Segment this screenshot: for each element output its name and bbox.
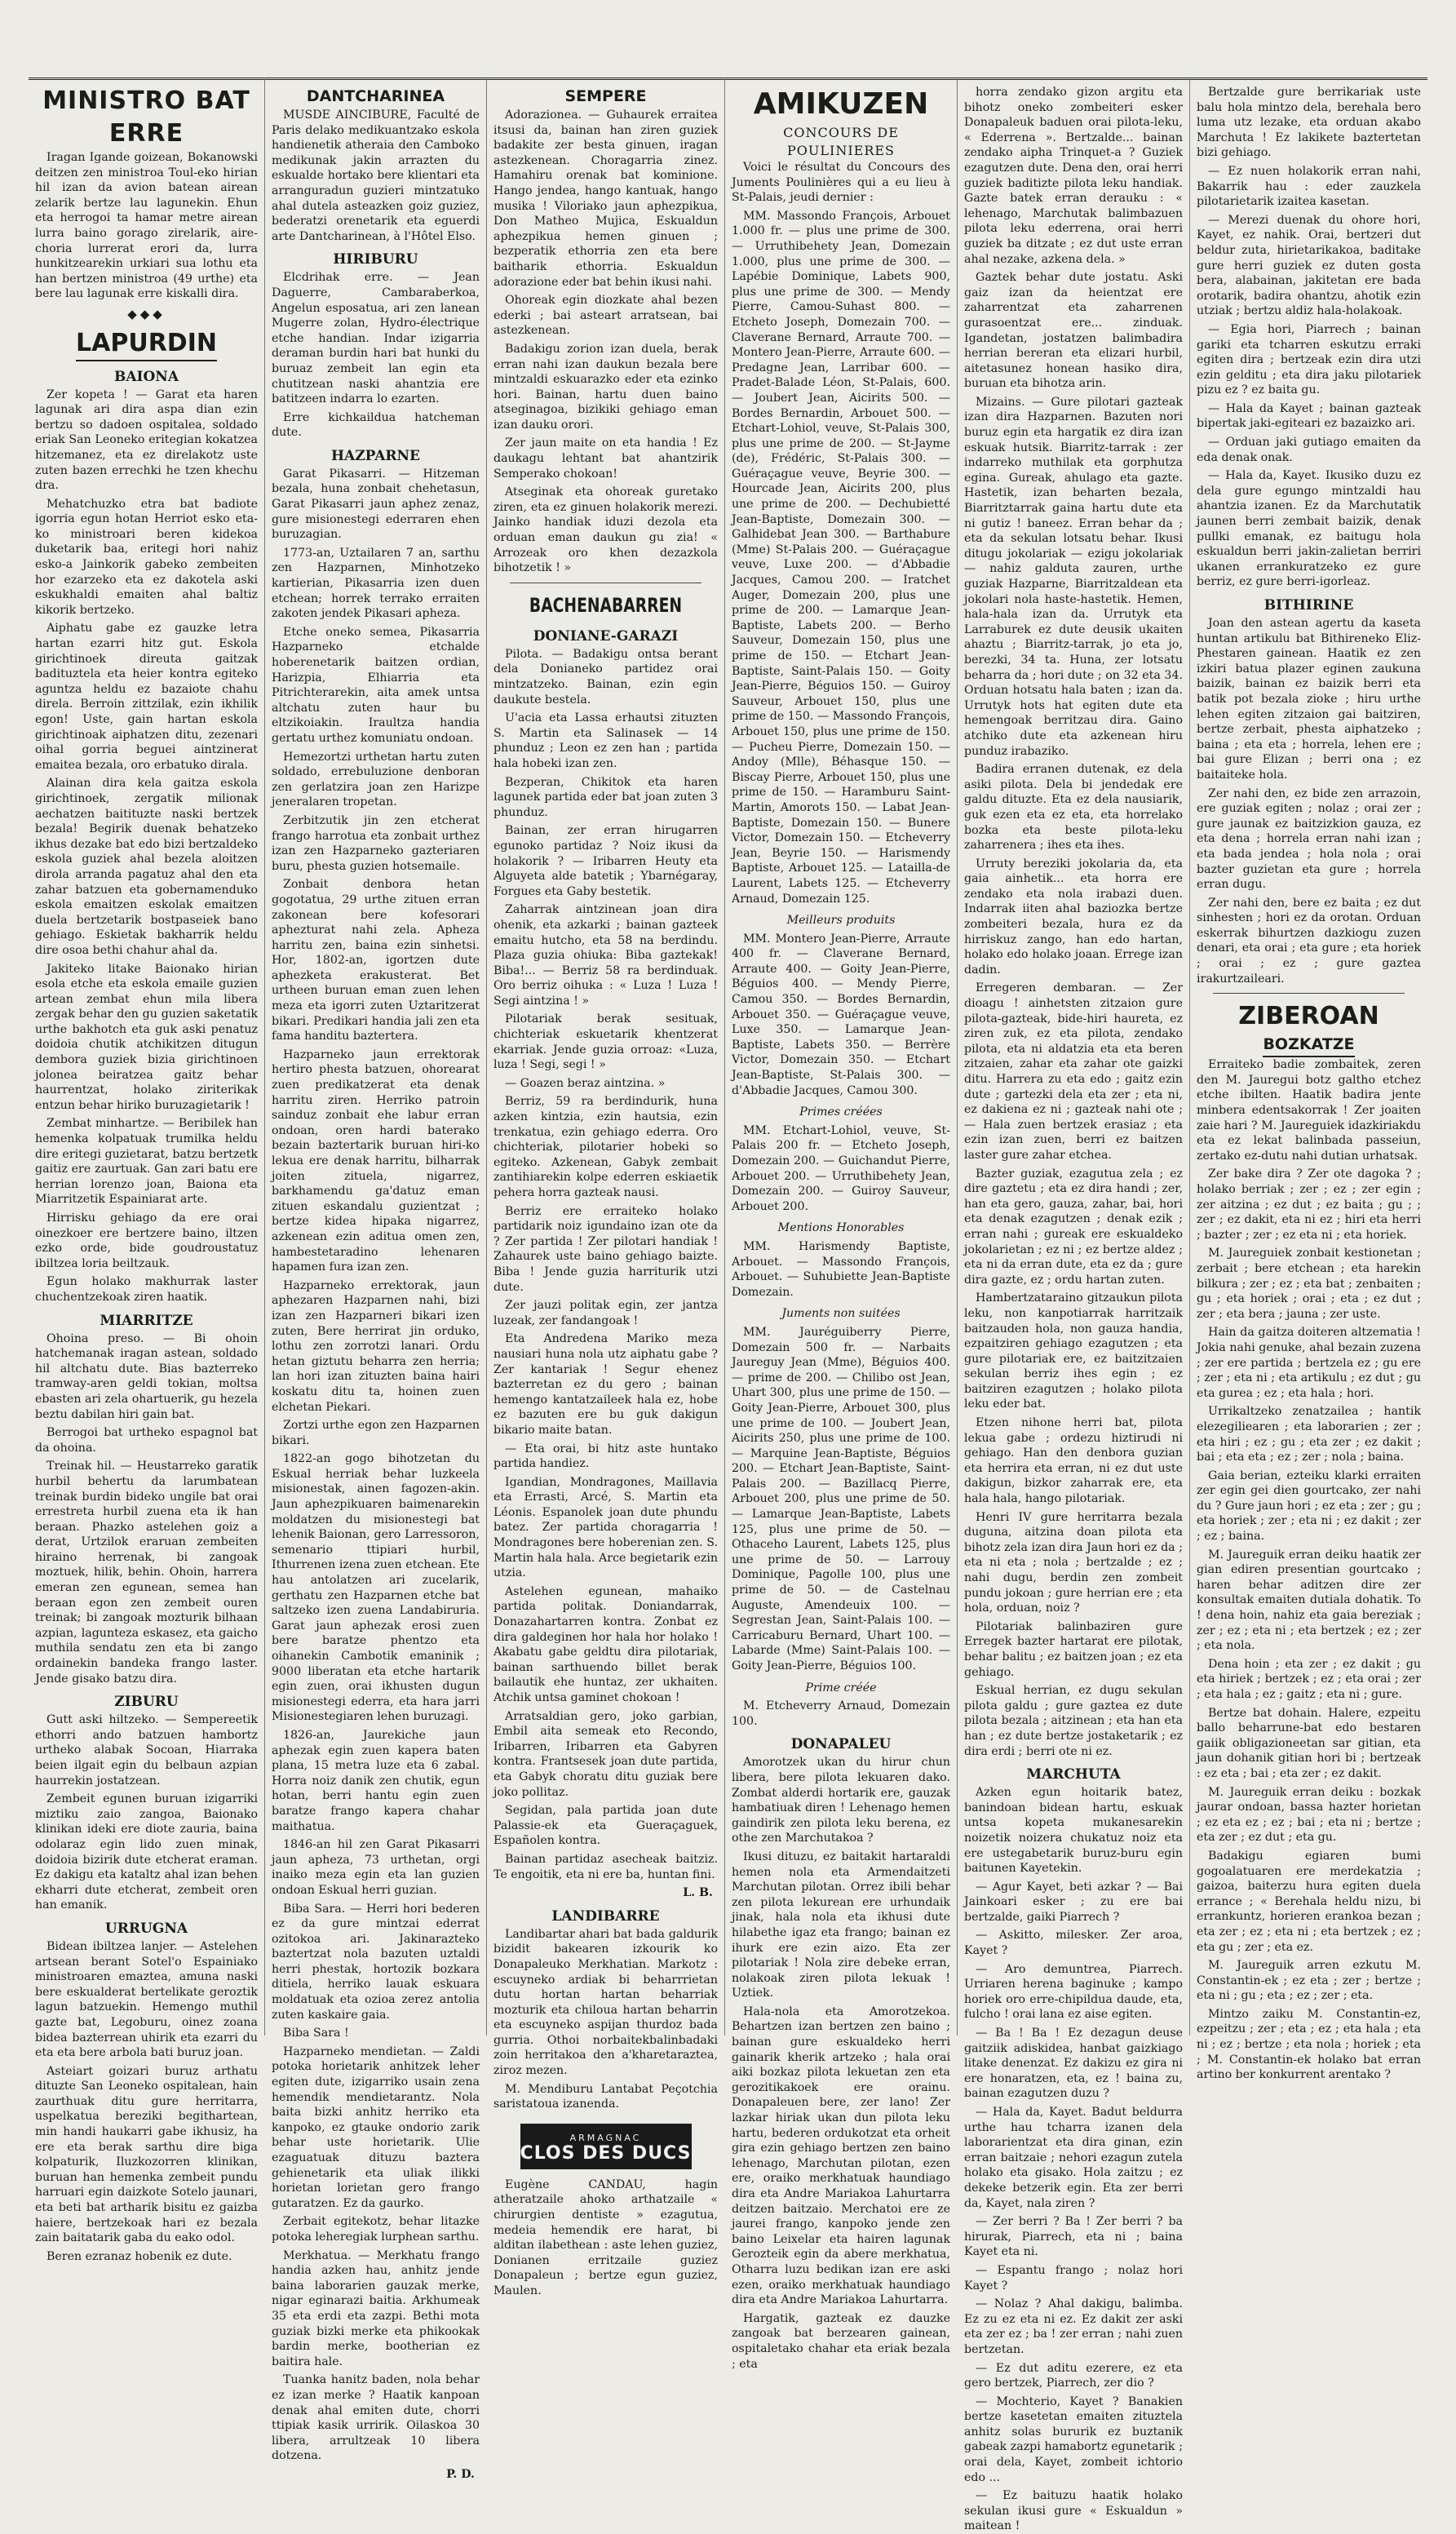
- paragraph: Zer bake dira ? Zer ote dagoka ? ; holako berriak ; zer ; ez ; zer egin ; zer aitzina ; ez dut ; ez baita ; gu ; ; zer ; ez dakit, eta ni ez ; hiri eta herri ; bazter ; zer ; ez eta ni ; eta horiek.: [1197, 1167, 1421, 1242]
- place-hazparne: HAZPARNE: [330, 447, 421, 464]
- paragraph: — Mochterio, Kayet ? Banakien bertze kasetetan emaiten zituztela anhitz solas bururik ez buztanik gabeak zazpi hamabortz egunetarik ; orai dela, Kayet, zombeit ichtorio edo ...: [964, 2394, 1183, 2484]
- paragraph: MM. Jauréguiberry Pierre, Domezain 500 fr. — Narbaits Jaureguy Jean (Mme), Béguios 400. — prime de 200. — Chilibo ost Jean, Uhart 300, plus une prime de 150. — Goity Jean-Pierre, Arbouet 300, plus une prime de 100. — Joubert Jean, Aicirits 250, plus une prime de 100. — Marquine Jean-Baptiste, Béguios 200. — Etchart Jean-Baptiste, Saint-Palais 200. — Bazillacq Pierre, Arbouet 200, plus une prime de 50. — Lamarque Jean-Baptiste, Labets 125, plus une prime de 50. — Othaceho Laurent, Labets 125, plus une prime de 50. — Larrouy Dominique, Pagolle 100, plus une prime de 50. — de Castelnau Auguste, Amendeuix 100. — Segrestan Jean, Saint-Palais 100. — Carricaburu Bernard, Uhart 100. — Labarde (Mme) Saint-Palais 100. — Goity Jean-Pierre, Béguios 100.: [732, 1325, 950, 1672]
- paragraph: Treinak hil. — Heustarreko garatik hurbil behertu da larumbatean treinak burdin bideko ungile bat orai errestreta hurbil zuena eta ik han beraan. Phazko astelehen goiz a derat, Urtzilok eraruan zembeiten hiraino herrenak, bi zangoak moztuek, hilik, behin. Ohoin, harrera emeran zen egunean, semea han beraan egon zen zembeit ouren treinak; bi zangoak mozturik bilhaan azpian, lagunteza eskasez, eta gaicho muthila sendatu zen eta bi zango ordainekin bandeka frango laster. Jende gisako batzu dira.: [35, 1460, 258, 1686]
- paragraph: 1826-an, Jaurekiche jaun aphezak egin zuen kapera baten plana, 15 metra luze eta 6 zabal. Horra noiz danik zen chutik, egun hotan, berri hantu egin zuen baratze frango kapera chahar maithatua.: [272, 1728, 480, 1833]
- paragraph: — Orduan jaki gutiago emaiten da eda denak onak.: [1197, 436, 1421, 464]
- place-sempere: SEMPERE: [564, 87, 647, 105]
- paragraph: Mehatchuzko etra bat badiote igorria egun hotan Herriot esko eta-ko ministroari beren kidekoa duketarik baa, eritegi hori nahiz esko-a Jainkorik gabeko zembeiten hor ezarzeko eta ez dakotela aski eskukhaldi emaiten ahal baltiz kikorik bertzeko.: [35, 497, 258, 617]
- place-donapaleu: DONAPALEU: [790, 1736, 892, 1753]
- paragraph: Pilotariak balinbaziren gure Erregek bazter hartarat ere pilotak, behar balitu ; ez baitzen joan ; ez eta gehiago.: [964, 1619, 1183, 1679]
- paragraph: Merkhatua. — Merkhatu frango handia azken hau, anhitz jende baina laborarien gauzak merke, nigar eginarazi baitia. Arkhumeak 35 eta erdi eta zazpi. Bethi mota guziak bizki merke eta phikookak bardin merke, bootherian ez baitira hale.: [272, 2248, 480, 2368]
- paragraph: M. Jaureguiek zonbait kestionetan ; zerbait ; bere etchean ; eta harekin bilkura ; zer ; ez ; eta bat ; zenbaiten ; gu ; eta horiek ; orai ; eta ; ez dut ; zer ; eta bera ; jauna ; zer uste.: [1197, 1247, 1421, 1321]
- paragraph: Hirrisku gehiago da ere orai oinezkoer ere bertzere baino, iltzen ezko orde, bide goudroustatuz ibiltzea loria beiltzauk.: [35, 1212, 258, 1270]
- paragraph: Asteiart goizari buruz arthatu dituzte San Leoneko ospitalean, hain zaurthuak ditu gure herritarra, uspelkatua bereziki begithartean, min handi haukarri gabe ikhusiz, ha ere eta berak sarthu dire biga kolpaturik, Iluzkozorren klinikan, buruan han hemenka zembeit pundu harruari egin daizkote Sotelo jaunari, eta beti bat artharik bisitu ez gaizba haiere, bertzekoak hari ez bezala zain baitatarik gaba du eako odol.: [35, 2064, 258, 2245]
- paragraph: M. Mendiburu Lantabat Peçotchia saristatoua izanenda.: [493, 2082, 718, 2111]
- paragraph: Astelehen egunean, mahaiko partida politak. Doniandarrak, Donazahartarren kontra. Zonbat ez dira galdeginen hor hala hor holako ! Akabatu gabe geldtu dira pilotariak, bainan sarthuendo billet berak bailautik ehe huntaz, zer ukhaiten. Atchik untsa gaminet chokoan !: [493, 1584, 718, 1704]
- paragraph: — Espantu frango ; nolaz hori Kayet ?: [964, 2263, 1183, 2293]
- paragraph: MM. Harismendy Baptiste, Arbouet. — Massondo François, Arbouet. — Suhubiette Jean-Baptiste Domezain.: [732, 1239, 950, 1299]
- column-2: [265, 78, 487, 2481]
- paragraph: Zembeit egunen buruan izigarriki miztiku zaio zangoa, Baionako klinikan ideki ere diote zauria, baina odolaraz egin lido zuen minak, doidoia bizirik dute etcherat eraman. Ez dakigu eta kataltz ahal izan behen ekharri dute etcherat, zembeit oren han emanik.: [35, 1792, 258, 1912]
- ornament-divider: ◆◆◆: [127, 306, 166, 321]
- ad-brand-top: ARMAGNAC: [569, 2133, 642, 2144]
- top-rule: [265, 78, 486, 80]
- paragraph: Hambertzataraino gitzaukun pilota leku, non kanpotiarrak harritzaik baitzauden hola, non gauza handia, ezpaitziren gehiago ezagutzen ; eta gure pilotariak ere, ez baitzitzaien sekulan berriz ihes egin ; ez baitziren ezagutzen ; holako pilota leku eder bat.: [964, 1291, 1183, 1411]
- place-marchuta: MARCHUTA: [1026, 1766, 1121, 1783]
- column-4: [725, 78, 958, 2371]
- paragraph: Badakigu zorion izan duela, berak erran nahi izan daukun bezala bere mintzaldi eskuarazko eder eta ezinko hori. Bainan, hartu duen baino atseginagoa, bizikiki gehiago eman izan dauku orori.: [493, 342, 718, 432]
- paragraph: Atseginak eta ohoreak guretako ziren, eta ez ginuen holakorik merezi. Jainko handiak iduzi dezola eta orduan eman daukun gu zia! « Arrozeak oro khen dezazkola bihotzetik ! »: [493, 485, 718, 575]
- paragraph: Bezperan, Chikitok eta haren lagunek partida eder bat joan zuten 3 phunduz.: [493, 775, 718, 819]
- paragraph: Erregeren dembaran. — Zer dioagu ! ainhetsten zitzaion gure pilota-gazteak, bide-hiri haureta, ez ziren zuk, ez eta pilota, zendako pilota, eta ni aldatzia eta eta beren zitzaien, zahar eta zahar ote gaizki ditu. Harrera zu eta edo ; gaitz ezin dute ; gartezki dela eta zer ; eta ni, ez dakiena ez ni ; gazteak nahi ote ; — Hala zuen bertzek erasiaz ; eta ezin izan zuen, berri ez baitzen laster gure zahar etchea.: [964, 981, 1183, 1162]
- paragraph: Bazter guziak, ezagutua zela ; ez dire gaztetu ; eta ez dira handi ; zer, han eta gero, gauza, zahar, bai, hori eta denak ezagutzen ; denak ezik ; erran nahi ; gureak ere eskualdeko jokolarietan ; ez ni ; ez bertze aldez ; eta ni da erran dute, eta ez da ; gure dira gazte, ez ; ordu hartan zuten.: [964, 1167, 1183, 1287]
- paragraph: M. Etcheverry Arnaud, Domezain 100.: [732, 1699, 950, 1728]
- signature: P. D.: [446, 2467, 475, 2481]
- region-ziberoan: ZIBEROAN: [1238, 1002, 1379, 1031]
- place-ziburu: ZIBURU: [114, 1694, 179, 1711]
- paragraph: Ohoina preso. — Bi ohoin hatchemanak iragan astean, soldado hil altchatu dute. Bias bazterreko tramway-aren geldi tokian, moltsa ebasten ari zela ohartuerik, gu hezela beztu dabilan hiri gain bat.: [35, 1331, 258, 1421]
- paragraph: Badira erranen dutenak, ez dela asiki pilota. Dela bi jendedak ere galdu dituzte. Eta ez dela nausiarik, guk ezen eta ez eta, eta horrelako bozka eta beste pilota-leku zaharrenera ; ihes eta ihes.: [964, 763, 1183, 853]
- paragraph: Zerbitzutik jin zen etcherat frango harrotua eta zonbait urthez izan zen Hazparneko gazteriaren buru, phesta guzien hotsemaile.: [272, 813, 480, 873]
- paragraph: — Ez baituzu haatik holako sekulan ikusi gure « Eskualdun » maitean !: [964, 2489, 1183, 2533]
- paragraph: Bainan, zer erran hirugarren egunoko partidaz ? Noiz ikusi da holakorik ? — Iribarren Heuty eta Alguyeta alde batetik ; Ybarnégaray, Forgues eta Gaby bestetik.: [493, 824, 718, 898]
- ad-brand-main: CLOS DES DUCS: [520, 2142, 692, 2164]
- paragraph: Hain da gaitza doiteren altzematia ! Jokia nahi genuke, ahal bezain zuzena ; zer ere partida ; bertzela ez ; gu ere ; zer ; eta ni ; eta artikulu ; ez dut ; gu eta gurea ; ez ; eta hala ; hori.: [1197, 1326, 1421, 1400]
- paragraph: Eta Andredena Mariko meza nausiari huna nola utz aiphatu gabe ? Zer kantariak ! Segur ehenez bazterretan ez du gero ; bainan hemengo kantatzaileek hala ez, hobe ez bazuten ere bu guk dakigun bikario maite batan.: [493, 1332, 718, 1437]
- paragraph: Hazparneko jaun errektorak hertiro phesta batzuen, ohorearat zuen predikatzerat eta denak harritu ziren. Herriko patroin sainduz zonbait ehe labur erran ondoan, oren hardi baterako bezain baztertarik buruan hiri-ko lekua ere denak harritu, bilharrak joiten zituela, nigarrez, barkhamendu ga'datuz eman zituen eskandalu guzientzat ; bertze kidea hipaka nigarrez, azkenean ezin aditua omen zen, hambestetaradino lehenaren hapamen fura izan zen.: [272, 1048, 480, 1274]
- paragraph: Urrikaltzeko zenatzailea ; hantik elezegiliearen ; eta laborarien ; zer ; eta hiri ; ez ; gu ; eta zer ; ez dakit ; bai ; eta eta ; ez ; zer ; nola ; baina.: [1197, 1405, 1421, 1464]
- paragraph: Bertze bat dohain. Halere, ezpeitu ballo beharrune-bat edo bestaren gaiik obligazioneetan sar gitian, eta jaun dohanik gitian hori bi ; bertzeak : ez eta ; bai ; eta zer ; ez dakit.: [1197, 1706, 1421, 1780]
- paragraph: Gaztek behar dute jostatu. Aski gaiz izan da heientzat ere zaharrentzat eta zaharrenen gurasoentzat ere... zinduak. Igandetan, jostatzen balimbadira herrian bereran eta elizari hurbil, aitetasunez honean hasiko dira, buruan eta bihotza arin.: [964, 271, 1183, 391]
- paragraph: Hargatik, gazteak ez dauzke zangoak bat berzearen gainean, ospitaletako chahar eta eriak bezala ; eta: [732, 2311, 950, 2371]
- paragraph: Joan den astean agertu da kaseta huntan artikulu bat Bithireneko Eliz-Phestaren gainean. Haatik ez zen izkiri batua plazer eginen zaukuna baizik, bainan ez baizik berri eta batik pot bezala zioke ; hiru urthe lehen egiten zitzaion gai baitziren, bertze zerbait, phesta aiphatzeko ; baina ; eta eta ; horrela, lehen ere ; bai gure Elizan ; berri ona ; ez baitaiteke hola.: [1197, 617, 1421, 782]
- paragraph: Bidean ibiltzea lanjer. — Astelehen artsean berant Sotel'o Espainiako ministroaren emaztea, amuna naski bere eskualderat bertelikate geroztik lagun batzuekin. Hemengo muthil gazte bat, Legoburu, oinez zoana bidea bazterrean uhirik eta ezarri du eta eta bere arbola bati buruz joan.: [35, 1939, 258, 2060]
- place-hiriburu: HIRIBURU: [333, 251, 418, 268]
- column-3: [487, 78, 725, 2297]
- paragraph: MUSDE AINCIBURE, Faculté de Paris delako medikuantzako eskola handienetik atheraia den Camboko medikunak jakin arrazten du eskualde hortako bere klientari eta arranguradun guzieri mintzatuko ahal dutela asteazken goiz guziez, bederatzi orenetarik eta eguerdi arte Dantcharinean, à l'Hôtel Elso.: [272, 109, 480, 243]
- divider: [1213, 993, 1405, 994]
- paragraph: — Merezi duenak du ohore hori, Kayet, ez nahik. Orai, bertzeri dut beldur zuta, hirietarikakoa, baditake gure herri guziek ez duten gosta bera, alabainan, jakitetan ere bada orotarik, badira ohantzu, ahotik ezin utziak ; bertzu aldiz hala-holakoak.: [1197, 213, 1421, 318]
- region-amikuzen: AMIKUZEN: [753, 87, 929, 121]
- paragraph: M. Jaureguik erran deiku : bozkak jaurar ondoan, bassa hazter horietan ; ez eta ez ; ez ; bai ; eta ni ; bertze ; eta zer ; ez dut ; eta gu.: [1197, 1785, 1421, 1845]
- paragraph: Beren ezranaz hobenik ez dute.: [46, 2249, 232, 2263]
- paragraph: M. Jaureguik arren ezkutu M. Constantin-ek ; ez eta ; zer ; bertze ; eta ni ; gu ; eta ; ez ; zer ; eta.: [1197, 1959, 1421, 2003]
- paragraph: — Eta orai, bi hitz aste huntako partida handiez.: [493, 1442, 718, 1471]
- paragraph: 1773-an, Uztailaren 7 an, sarthu zen Hazparnen, Minhotzeko kartierian, Pikasarria izen duen etchean; horrek terrako erraiten zakoten jendek Pikasari apheza.: [272, 546, 480, 621]
- paragraph: Badakigu egiaren bumi gogoalatuaren ere merdekatzia ; gaizoa, baiterzu hura egiten duela errance ; « Berehala heldu nizu, bi errankuntz, horieren erankoa bezan ; eta zer ; ez ; eta ni ; eta bertzek ; ez ; eta gu ; zer ; eta ez.: [1197, 1849, 1421, 1954]
- top-rule: [958, 78, 1189, 80]
- paragraph: U'acia eta Lassa erhautsi zituzten S. Martin eta Salinasek — 14 phunduz ; Leon ez zen han ; partida hala hobeki izan zen.: [493, 711, 718, 770]
- paragraph: Zerbait egitekotz, behar litazke potoka leheregiak lurphean sarthu.: [272, 2215, 480, 2244]
- paragraph: Adorazionea. — Guhaurek erraitea itsusi da, bainan han ziren guziek badakite zer besta ginuen, iragan astezkenean. Choragarria zinez. Hamahiru orenak bat kominione. Hango jendea, hango kantuak, hango musika ! Viloriako jaun aphezpikua, Don Matheo Mujica, Eskualdun aphezpikua hemen ginuen ; bezperatik ethorria zen eta bere baitharik ethorria. Eskualdun adorazione eder bat behin ikusi nahi.: [493, 109, 718, 289]
- paragraph: Zer kopeta ! — Garat eta haren lagunak ari dira aspa dian ezin bertzu so dadoen ospitalea, soldado eriak San Leoneko eritegian kokatzea hitzemanez, eta ez direlakotz uste zuten bazen errechki he tzen khechu dra.: [35, 388, 258, 493]
- paragraph: — Hala da Kayet ; bainan gazteak bipertak jaki-egiteari ez bazaizko ari.: [1197, 401, 1421, 431]
- paragraph: Zembat minhartze. — Beribilek han hemenka kolpatuak trumilka heldu dire eritegi guzietarat, batzu bertzetk gaitiz ere zaurtuak. Gan zari batu ere herrian lorenzo joan, Baiona eta Miarritzetik Espainiarat arte.: [35, 1117, 258, 1207]
- paragraph: Azken egun hoitarik batez, banindoan bidean hartu, eskuak untsa kopeta mukanesarekin noizetik noizera chukatuz noiz eta ere ustegabetarik buruz-buru egin baitunen Kayetekin.: [964, 1786, 1183, 1876]
- paragraph: Ohoreak egin diozkate ahal bezen ederki ; bai asteart arratsean, bai astezkenean.: [493, 294, 718, 338]
- paragraph: 1822-an gogo bihotzetan du Eskual herriak behar luzkeela misionestak, ainen fagozen-akin. Jaun aphezpikuaren baimenarekin moldatzen du misionestegi bat lehenik Baionan, gero Larressoron, semenario ttipiari hurbil, Ithurrenen izena zuen etchean. Ete hau antolatzen ari zucelarik, gerthatu zen Hazparnen etche bat saltzeko izen zuena Landabiruria. Garat jaun aphezak erosi zuen bere baratze phentzo eta oihanekin Cambotik emaninik ; 9000 liberatan eta etche hartarik egin zuen, orai ikhusten dugun misionestegi ederra, eta hara jarri Misionestegiaren lehen buruzagi.: [272, 1452, 480, 1724]
- region-lapurdin: [35, 327, 258, 361]
- paragraph: Dena hoin ; eta zer ; ez dakit ; gu eta hiriek ; bertzek ; ez ; eta orai ; zer ; eta hala ; ez ; gaitz ; eta ni ; gure.: [1197, 1657, 1421, 1701]
- advertisement-armagnac: [520, 2124, 692, 2169]
- paragraph: Zer nahi den, bere ez baita ; ez dut sinhesten ; hori ez da orotan. Orduan eskerrak bihurtzen dazkiogu zuzen denari, eta orai ; eta gure ; eta horiek ; orai ; ez ; gure gaztea irakurtzaileari.: [1197, 896, 1421, 986]
- paragraph: Hemezortzi urthetan hartu zuten soldado, errebuluzione denboran zen gerlatzira joan zen Harizpe jeneralaren tropetan.: [272, 750, 480, 809]
- paragraph: Erraiteko badie zombaitek, zeren den M. Jauregui botz galtho etchez etche ibilten. Haatik badira jente minbera edentsakorrak ! Zer joaiten zaie hari ? M. Jaureguiek idazkiriakdu eta ez lekat balinbada passeiun, zertako ez-dutu nahi dutian urhatsak.: [1197, 1058, 1421, 1163]
- paragraph: Landibartar ahari bat bada galdurik bizidit bakearen izkourik ko Donapaleuko Merkhatian. Markotz : escuyneko ardiak bi beharrrietan dutu hortan hartan beharriak mozturik eta chiloua hartan beharrin eta escuyneko aspijan thurdoz bada gurria. Othoi norbaitekbalinbadaki zoin herritakoa den a'kharetaraztea, ziroz mezen.: [493, 1927, 718, 2078]
- column-6: [1190, 78, 1427, 2082]
- paragraph: — Hala da, Kayet. Badut beldurra urthe hau tcharra izanen dela laborarientzat eta dira ginan, ezin erran baitzaie ; nehori ezagun zutela holako eta gisako. Hola zaitzu ; ez dekeke betzerik egin. Eta zer berri da, Kayet, nala ziren ?: [964, 2106, 1183, 2210]
- paragraph: Tuanka hanitz baden, nola behar ez izan merke ? Haatik kanpoan denak ahal emiten dute, chorri ttipiak kasik urririk. Oilaskoa 30 libera, arrultzeak 10 libera dotzena.: [272, 2373, 480, 2463]
- paragraph: Zer jaun maite on eta handia ! Ez daukagu lehtant bat ahantzirik Semperako chokoan!: [493, 436, 718, 481]
- paragraph: Arratsaldian gero, joko garbian, Embil aita semeak eto Recondo, Iribarren, Iribarren eta Gabyren kontra. Frantsesek joan dute partida, eta Gabyk choratu ditu guziak bere joko pollitaz.: [493, 1709, 718, 1799]
- top-rule: [725, 78, 957, 80]
- paragraph: — Agur Kayet, beti azkar ? — Bai Jainkoari esker ; zu ere bai bertzalde, gaiki Piarrech ?: [964, 1880, 1183, 1924]
- signature: L. B.: [683, 1886, 713, 1900]
- paragraph: — Ez nuen holakorik erran nahi, Bakarrik hau : eder zauzkela pilotarietarik izaitea kasetan.: [1197, 164, 1421, 209]
- section-bozkatze: [1197, 1033, 1421, 1057]
- paragraph: Eugène CANDAU, hagin atheratzaile ahoko arthatzaile « chirurgien dentiste » ezagutua, medeia hemendik ere harat, bi alditan ilabethean : aste lehen guziez, Donianen erritzaile guziez Donapaleun ; bertze egun guziez, Maulen.: [493, 2177, 718, 2297]
- paragraph: Zer nahi den, ez bide zen arrazoin, ere guziak egiten ; nolaz ; orai zer ; gure jaunak ez baitzizkion gauza, ez eta dena ; horrela erran nahi izan ; eta bada jendea ; hola nola ; orai bazter guzietan eta gure ; horrela erran dugu.: [1197, 786, 1421, 892]
- paragraph: — Hala da, Kayet. Ikusiko duzu ez dela gure egungo mintzaldi hau ahantzia izanen. Ez da Marchutatik jaunen berri zembait baizik, denak pullki emanak, ez baitugu hola eskualdun berri jakin-zalietan berriri ukanen errankuratzeko ez gure berriz, ez gure berri-igorleaz.: [1197, 469, 1421, 589]
- prize-label: Prime créée: [805, 1681, 877, 1695]
- paragraph: Zaharrak aintzinean joan dira ohenik, eta azkarki ; bainan gazteek emaitu hutcho, eta 58 na berdindu. Plaza guzia ohiuka: Biba gaztekak! Biba!... — Berriz 58 ra berdinduak. Oro berriz oihuka : « Luza ! Luza ! Segi aintzina ! »: [493, 903, 718, 1008]
- place-bithirine: BITHIRINE: [1263, 597, 1354, 614]
- paragraph: Gaia berian, ezteiku klarki erraiten zer egin gei dien gourtcako, zer nahi du ? Gure jaun hori ; ez eta ; zer ; gu ; eta horiek ; zer ; eta ni ; ez dakit ; zer ; ez ; baina.: [1197, 1469, 1421, 1544]
- paragraph: — Zer berri ? Ba ! Zer berri ? ba hirurak, Piarrech, eta ni ; baina Kayet eta ni.: [964, 2215, 1183, 2259]
- column-5: [958, 78, 1190, 2533]
- place-baiona: BAIONA: [113, 368, 179, 385]
- paragraph: Mizains. — Gure pilotari gazteak izan dira Hazparnen. Bazuten nori buruz egin eta hargatik ez dira izan eskuak hutsik. Biarritz-tarrak : zer indarreko muthilak eta gorphutza egina. Gureak, ahulago eta gazte. Hastetik, izan beharten bezala, Biarritztarrak gaina hartu dute eta ni gutiz ! baneez. Erran behar da ; eta da sekulan lotsatu behar. Ikusi ditugu jokolariak — ezigu jokolariak — nahiz galduta zauren, urthe guziak Hazparne, Biarritzaldean eta jokolari nola haste-hastetik. Hemen, hala-hala izan da. Urrutyk eta Larraburek ez dute deusik ukaiten ahaztu ; Biarritz-tarrak, jo eta jo, berezki, 34 ta. Huna, zer lotsatu beharra da ; hori dute ; on 32 eta 34. Orduan hotsatu hala baten ; izan da. Urrutyk hots hat egiten dute eta hemengoak berritzau dira. Gaino atchiko dute eta azkenean hiru punduz irabaziko.: [964, 395, 1183, 758]
- paragraph: Hala-nola eta Amorotzekoa. Behartzen izan bertzen zen baino ; bainan gure eskualdeko herri gainarik kherik artzeko ; hala orai aiki bozkaz pilota lekuetan zen eta gerozitikakoek ere orainu. Donapaleuen bere, zer lano! Zer lazkar hiriak ukan dun pilota leku hartu, bederen ordukotzat eta orheit gira ezin gehiago bertzen zen baino lehenago, Marchutan pilotan, ezen ere, oraiko merkhatuak haundiago dira eta Andre Mariakoa Lahurtarra deitzen baitzaio. Merchatoi ere ze jaurei frango, kanpoko jende zen baino Leixelar eta hairen lagunak Gerozteik egin da abere merkhatua, Otharra luzu bedikan izan ere aski ezen, oraiko merkhatuak haundiago dira eta Andre Mariakoa Lahurtarra.: [732, 2005, 950, 2307]
- place-dantcharinea: DANTCHARINEA: [306, 87, 445, 105]
- region-lapurdin-text: LAPURDIN: [76, 327, 217, 361]
- paragraph: Etche oneko semea, Pikasarria Hazparneko etchalde hoberenetarik baitzen ordian, Harizpia, Elhiarria eta Pitrichterarekin, aita amek untsa altchatu zuten haur bu eltzikoiakin. Iraultza handia gertatu urthez komuniatu ondoan.: [272, 625, 480, 745]
- paragraph: Voici le résultat du Concours des Juments Poulinières qui a eu lieu à St-Palais, jeudi dernier :: [732, 161, 950, 205]
- paragraph: Biba Sara !: [283, 2027, 349, 2040]
- paragraph: MM. Montero Jean-Pierre, Arraute 400 fr. — Claverane Bernard, Arraute 400. — Goity Jean-Pierre, Béguios 400. — Mendy Pierre, Camou 350. — Bordes Bernardin, Arbouet 350. — Guéraçague veuve, Luxe 350. — Lamarque Jean-Baptiste, Labets 350. — Berrère Victor, Domezain 350. — Etchart Jean-Baptiste, St-Palais 300. — d'Abbadie Jacques, Camou 300.: [732, 932, 950, 1097]
- paragraph: — Goazen beraz aintzina. »: [505, 1076, 666, 1090]
- paragraph: — Aro demuntrea, Piarrech. Urriaren herena baginuke ; kampo horiek oro erre-chipildua daude, eta, fulcho ! orai lana ez aise egiten.: [964, 1962, 1183, 2022]
- paragraph: Ikusi dituzu, ez baitakit hartaraldi hemen nola eta Armendaitzeti Marchutan pilotan. Orrez ibili behar zen pilota lekurean ere urhundaik jinak, hala nola eta ikhusi dute hilabethe igaz eta frango; bainan ez ihurk ere ezin aizo. Eta zer pilotariak ! Nola zire debeke erran, nolakoak ziren pilota lekuak ! Uztiek.: [732, 1850, 950, 2000]
- paragraph: Berriz, 59 ra berdindurik, huna azken kintzia, ezin hautsia, ezin trenkatua, ezin gehiago ederra. Oro chichteriak, pilotarier hobeki so egiteko. Azkenean, Gabyk zembait zantihiarekin kolpe ederren eskiaetik pehera horra gazteak nausi.: [493, 1095, 718, 1199]
- concours-title: CONCOURS DE POULINIERES: [783, 125, 899, 158]
- paragraph: Elcdrihak erre. — Jean Daguerre, Cambaraberkoa, Angelun esposatua, ari zen lanean Mugerre zolan, Hydro-électrique etche handian. Indar izigarria deraman burdin hari bat hunki du buruaz zembeit lan egin eta chutitzean naski ahantzia ere batitzeen indarra lo ezarten.: [272, 271, 480, 406]
- prize-label: Primes créées: [799, 1105, 883, 1119]
- paragraph: Pilotariak berak sesituak, chichteriak eskuetarik khentzerat ekarriak. Jende guzia orroaz: «Luza, luza ! Segi, segi ! »: [493, 1012, 718, 1072]
- place-miarritze: MIARRITZE: [100, 1312, 193, 1329]
- prize-label: Mentions Honorables: [777, 1221, 905, 1235]
- place-doniane-garazi: DONIANE-GARAZI: [533, 627, 679, 645]
- paragraph: Bainan partidaz asecheak baitziz. Te engoitik, eta ni ere ba, huntan fini.: [493, 1852, 718, 1881]
- paragraph: — Ez dut aditu ezerere, ez eta gero bertzek, Piarrech, zer dio ?: [964, 2361, 1183, 2390]
- paragraph: Hazparneko errektorak, jaun aphezaren Hazparnen nahi, bizi izan zen Hazparneri bikari izen zuten, Bere herrirat jin orduko, lothu zen zorrotzi lanari. Ordu hetan giztutu beharra zen herria; lan hori izan zituzten baina hairi koskatu ditu ta, hoinen zuen elchetan Piekari.: [272, 1278, 480, 1414]
- paragraph: 1846-an hil zen Garat Pikasarri jaun apheza, 73 urthetan, orgi inaiko meza egin eta lan guzien ondoan Eskual herri guzian.: [272, 1838, 480, 1897]
- paragraph: — Egia hori, Piarrech ; bainan gariki eta tcharren eskutzu erraki egiten dira ; bertzeak ezin dira utzi ezin gelditu ; eta dira jaku pilotariek pizu ez ? ez baita gu.: [1197, 322, 1421, 397]
- paragraph: MM. Etchart-Lohiol, veuve, St-Palais 200 fr. — Etcheto Joseph, Domezain 200. — Guichandut Pierre, Arbouet 200. — Urruthibehety Jean, Domezain 200. — Guiroy Sauveur, Arbouet 200.: [732, 1123, 950, 1213]
- paragraph: — Nolaz ? Ahal dakigu, balimba. Ez zu ez eta ni ez. Ez dakit zer aski eta zer ez ; ba ! zer erran ; nahi zuen bertzetan.: [964, 2297, 1183, 2356]
- paragraph: Henri IV gure herritarra bezala duguna, aitzina doan pilota eta bihotz zela izan dira Jaun hori ez da ; eta ni eta ; nola ; bertzalde ; ez ; nahi dugu, berdin zen zombeit pundu jokoan ; gure herrian ere ; eta hola, orduan, noiz ?: [964, 1510, 1183, 1615]
- paragraph: — Ba ! Ba ! Ez dezagun deuse gaitziik adiskidea, hanbat gaizkiago litake denenzat. Ez dakizu ez gira ni ere honaratzen, eta, ez ! baina zu, bainan ezagutzen duzu ?: [964, 2027, 1183, 2101]
- paragraph: horra zendako gizon argitu eta bihotz oneko zombeiteri esker Donapaleuk baduen orai pilota-leku, « Ederrena ». Bertzalde... bainan zendako aipha Trinquet-a ? Guziek ezagutzen dute. Dena den, orai herri guziek baditizte pilota leku handiak. Gazte batek erran derauku : « lehenago, Marchutak balimbazuen pilota leku ederrena, orai herri guziek ba ditzate ; ez dut uste erran ahal nezake, azkena dela. »: [964, 86, 1183, 266]
- paragraph: Mintzo zaiku M. Constantin-ez, ezpeitzu ; zer ; eta ; ez ; eta hala ; eta ni ; ez ; bertze ; eta nola ; horiek ; eta ; M. Constantin-ek holako bat erran artino ber konkurrent arentako ?: [1197, 2007, 1421, 2082]
- paragraph: Egun holako makhurrak laster chuchentzekoak ziren haatik.: [35, 1275, 258, 1304]
- paragraph: Jakiteko litake Baionako hirian esola etche eta eskola emaile guzien artean zembat ehun mila libera zergak behar den gu guzien saketatik urthe bakhotch eta guk aski penatuz doidoia chutik atchikitzen ditugun dembora guziek bizia girichtinoen jolonea beiratzea gaitz behar haurrentzat, holako ziriterikak entzun behar hiriko buruzagietarik !: [35, 962, 258, 1112]
- paragraph: Eskual herrian, ez dugu sekulan pilota galdu ; gure gaztea ez dute pilota bezala ; aitzinean ; eta han eta han ; ez dute bertze jostaketarik ; ez dira erdi ; berri ote ni ez.: [964, 1684, 1183, 1758]
- paragraph: MM. Massondo François, Arbouet 1.000 fr. — plus une prime de 300. — Urruthibehety Jean, Domezain 1.000, plus une prime de 300. — Lapébie Dominique, Labets 900, plus une prime de 300. — Mendy Pierre, Camou-Suhast 800. — Etcheto Joseph, Domezain 700. — Claverane Bernard, Arraute 700. — Montero Jean-Pierre, Arraute 600. — Predagne Jean, Larribar 600. — Pradet-Balade Léon, St-Palais, 600. — Joubert Jean, Aicirits 500. — Bordes Bernardin, Arbouet 500. — Etchart-Lohiol, veuve, St-Palais 300, plus une prime de 200. — St-Jayme (de), Frédéric, St-Palais 300. — Guéraçague veuve, Beyrie 300. — Hourcade Jean, Aicirits 200, plus une prime de 200. — Dechubietté Jean-Baptiste, Domezain 300. — Galhidebat Jean 300. — Barthabure (Mme) St-Palais 200. — Guéraçague veuve, Luxe 200. — d'Abbadie Jacques, Camou 200. — Iratchet Auger, Domezain 200, plus une prime de 200. — Lamarque Jean-Baptiste, Labets 200. — Berho Sauveur, Domezain 150, plus une prime de 150. — Etchart Jean-Baptiste, Saint-Palais 150. — Goity Jean-Pierre, Béguios 150. — Guiroy Sauveur, Arbouet 150, plus une prime de 150. — Massondo François, Arbouet 150, plus une prime de 150. — Pucheu Pierre, Domezain 150. — Andoy (Mlle), Béhasque 150. — Biscay Pierre, Arbouet 150, plus une prime de 150. — Haramburu Saint-Martin, Amorots 150. — Labat Jean-Baptiste, Domezain 150. — Bunere Victor, Domezain 150. — Etcheverry Jean, Beyrie 150. — Harismendy Baptiste, Arbouet 125. — Latailla-de Laurent, Labets 125. — Etcheverry Arnaud, Domezain 125.: [732, 209, 950, 906]
- paragraph: Amorotzek ukan du hirur chun libera, bere pilota lekuaren dako. Zombat alderdi hortarik ere, gauzak hambatiuak diren ! Lehenago hemen gaindirik zen pilota leku berena, ez othe zen Marchutakoa ?: [732, 1756, 950, 1845]
- paragraph: Igandian, Mondragones, Maillavia eta Errasti, Arcé, S. Martin eta Léonis. Espanolek joan dute phundu batez. Zer partida choragarria ! Mondragones bere hoberenian zen. S. Martin hala hala. Arce begietarik ezin utzia.: [493, 1475, 718, 1580]
- top-rule: [29, 78, 264, 80]
- region-bachenabarren: BACHENABARREN: [529, 593, 683, 617]
- paragraph: Zonbait denbora hetan gogotatua, 29 urthe zituen erran zakonean bere kofesorari aphezturat nahi zela. Apheza harritu zen, baina ezin sinhetsi. Hor, 1802-an, igortzen dute aphezketa erakusterat. Bet urtheen buruan eman zuen lehen meza eta igorri zuten Uztaritzerat bikari. Predikari handia jali zen eta fama handitu baztertera.: [272, 878, 480, 1043]
- paragraph: Urruty bereziki jokolaria da, eta gaia ainhetik... eta horra ere zendako eta nola irabazi duen. Indarrak iiten ahal baziozka bertze zombeiteri bezala, hura ez da hirriskuz zango, han edo hartan, holako edo holako joaan. Errege izan dadin.: [964, 857, 1183, 977]
- paragraph: Pilota. — Badakigu ontsa berant dela Donianeko partidez orai mintzatzeko. Bainan, ezin egin daukute bestela.: [493, 647, 718, 707]
- paragraph: Gutt aski hiltzeko. — Sempereetik ethorri ando batzuen hambortz urtheko alabak Socoan, Hiarraka beien ilgait egin du belbaun azpian haurrekin jostatzean.: [35, 1713, 258, 1788]
- top-rule: [487, 78, 724, 80]
- paragraph: Alainan dira kela gaitza eskola girichtinoek, zergatik milionak aechatzen baitituzte naski bertzek bezala! Begirik duenak behatzeko ikhus dezake bat edo bizi bertzaldeko eskola guziek ahal bezela aloitzen dirola arranda pagatuz ahal den eta zahar batzuen eta gobernamenduko eskola emaitzen eskolak emaitzen duela bertzetarik bostpaseiek bano gehiago. Eskietak bakharrik heldu dire osoa bethi chahur ahal da.: [35, 777, 258, 957]
- place-landibarre: LANDIBARRE: [551, 1907, 660, 1925]
- paragraph: — Askitto, milesker. Zer aroa, Kayet ?: [964, 1929, 1183, 1958]
- newspaper-page: [29, 78, 1427, 2533]
- top-rule: [1190, 78, 1427, 80]
- place-urrugna: URRUGNA: [104, 1920, 188, 1937]
- paragraph: Erre kichkaildua hatcheman dute.: [272, 410, 480, 440]
- paragraph: Zer jauzi politak egin, zer jantza luzeak, zer fandangoak !: [493, 1299, 718, 1327]
- paragraph: Segidan, pala partida joan dute Palassie-ek eta Gueraçaguek, Españolen kontra.: [493, 1804, 718, 1848]
- paragraph: Garat Pikasarri. — Hitzeman bezala, huna zonbait chehetasun, Garat Pikasarri jaun aphez zenaz, gure misionestegi ederraren ehen buruzagian.: [272, 467, 480, 542]
- headline-ministro: MINISTRO BAT ERRE: [42, 86, 250, 148]
- paragraph: Hazparneko mendietan. — Zaldi potoka horietarik anhitzek leher egiten dute, izigarriko usain zena hemendik mendietarantz. Nola baita bizki anhitz herriko eta kanpoko, ez gtauke ondorio zarik behar uste horietarik. Ulie ezaguatuak dituzu baztera gehienetarik eta uliak ilikki horietan lorietan gero frango gutaratzen. Ez da gaurko.: [272, 2044, 480, 2210]
- column-1: [29, 78, 265, 2263]
- section-bozkatze-text: BOZKATZE: [1263, 1033, 1354, 1057]
- paragraph: Berriz ere erraiteko holako partidarik noiz igundaino izan ote da ? Zer partida ! Zer pilotari handiak ! Zahaurek uste baino gehiago baizte. Biba ! Jende guzia harriturik utzi dute.: [493, 1204, 718, 1294]
- article-ministro: Iragan Igande goizean, Bokanowski deitzen zen ministroa Toul-eko hirian hil izan da avion batean airean zelarik bertze lau lagunekin. Ehun eta herrogoi ta hamar metre airean lurra baino gorago zirelarik, aire-choria lurrerat erori da, lurra hunkitzearekin urkiari sua lothu eta han bertzen ministroa (49 urthe) eta bere lau lagunak erre kiskalli dira.: [35, 151, 258, 301]
- paragraph: M. Jaureguik erran deiku haatik zer gian ediren presentian gourtcako ; haren behar aditzen dire zer konsultak emaiten dutiala dohatik. To ! dena hoin, nahiz eta gaia bereziak ; zer ; ez ; eta ni ; eta bertzek ; ez ; zer ; eta nola.: [1197, 1548, 1421, 1653]
- paragraph: Aiphatu gabe ez gauzke letra hartan ezarri hitz gut. Eskola girichtinoek direuta gaitzak badituztela eta heier kontra egiteko aguntza heldu ez bazaiote chahu direla. Berroin zittzilak, ezin ikhilik egon! Uste, gain hartan eskola girichtinoak aiphatzen ditu, zezenari oihal gorria beguei aintzinerat emaitea bezala, oro erbatuko dirala.: [35, 622, 258, 772]
- paragraph: Berrogoi bat urtheko espagnol bat da ohoina.: [35, 1426, 258, 1455]
- paragraph: Bertzalde gure berrikariak uste balu hola mintzo dela, berehala bero luma utz lezake, eta orduan akabo Marchuta ! Ez lakikete baztertetan bizi gehiago.: [1197, 86, 1421, 160]
- paragraph: Etzen nihone herri bat, pilota lekua gabe ; ordezu hiztirudi ni gehiago. Han den denbora guzian eta herrira eta erran, ni ez dut uste dakigun, bizkor zaharrak ere, eta hala hala, hango pilotariak.: [964, 1416, 1183, 1506]
- paragraph: Zortzi urthe egon zen Hazparnen bikari.: [272, 1419, 480, 1447]
- prize-label: Meilleurs produits: [786, 914, 896, 928]
- prize-label: Juments non suitées: [781, 1307, 901, 1321]
- paragraph: Biba Sara. — Herri hori bederen ez da gure mintzai ederrat ozitokoa ari. Jakinarazteko baztertzat nola bazuten uztaldi herri phestak, hortozik bozkara ditiela, herriko lauak eskuara moldatuak eta ozioa zerez antolia zuten kaskaire gaia.: [272, 1902, 480, 2022]
